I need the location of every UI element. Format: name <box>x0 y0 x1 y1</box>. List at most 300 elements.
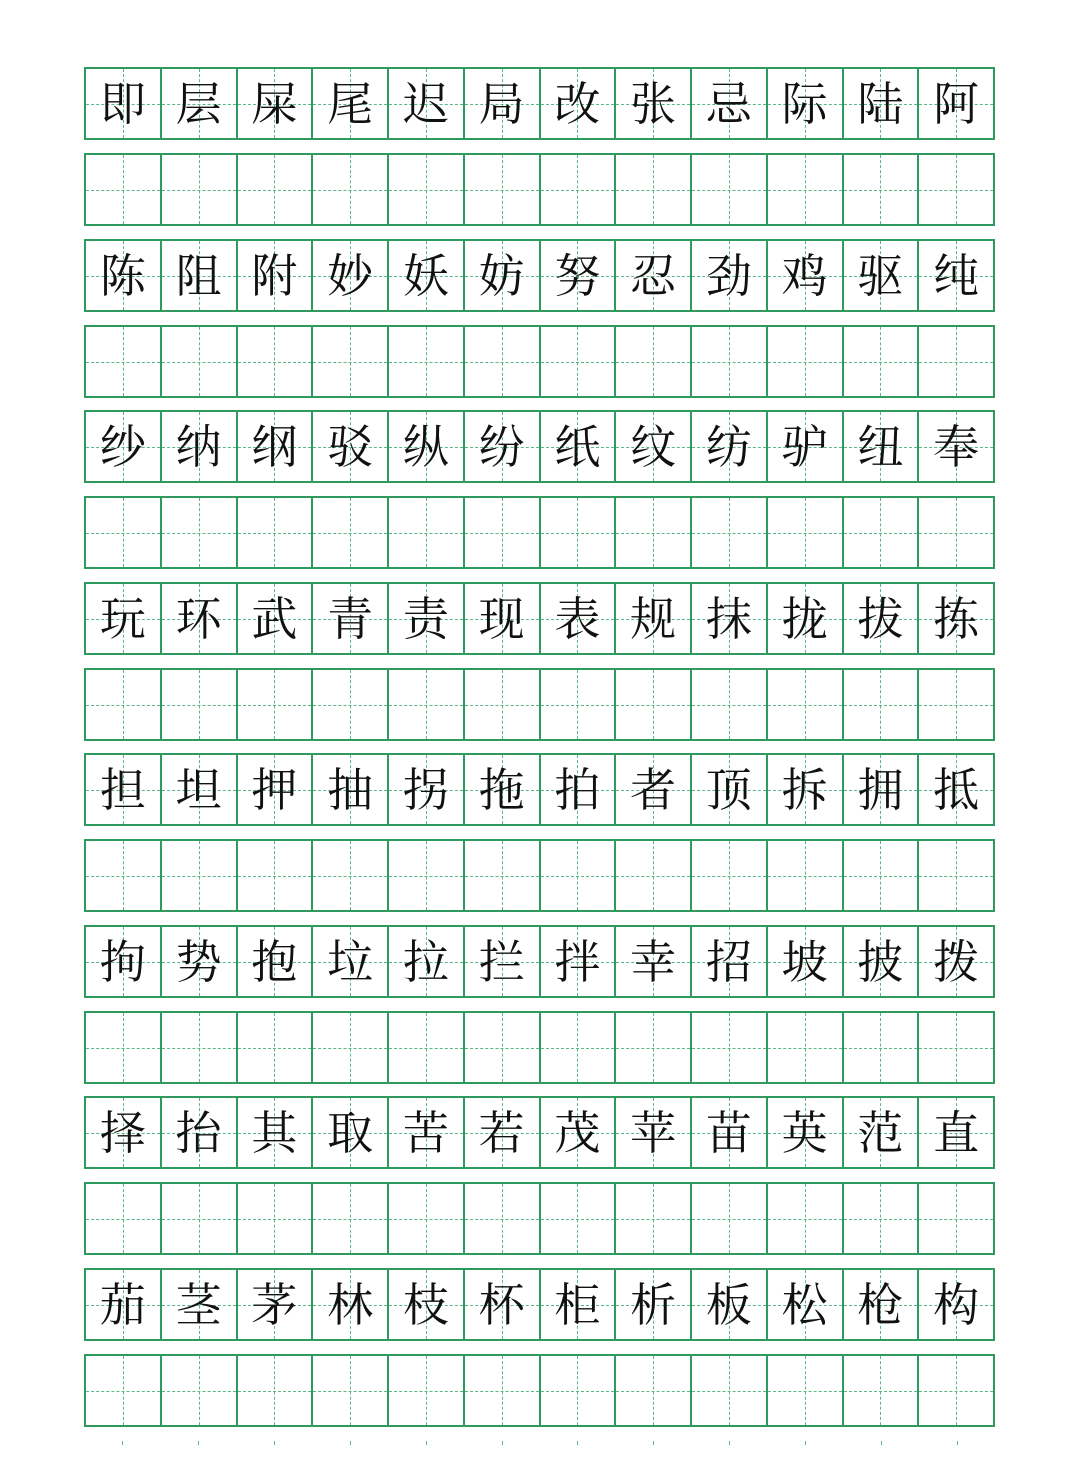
model-character: 析 <box>630 1277 677 1332</box>
character-row <box>84 1096 995 1169</box>
model-character: 环 <box>175 591 222 646</box>
grid-cell <box>162 1270 238 1339</box>
practice-cell[interactable] <box>313 1356 389 1425</box>
practice-cell[interactable] <box>313 155 389 224</box>
grid-cell <box>465 755 541 824</box>
grid-cell <box>919 1270 995 1339</box>
practice-cell[interactable] <box>162 841 238 910</box>
practice-cell[interactable] <box>162 670 238 739</box>
practice-cell[interactable] <box>238 670 314 739</box>
practice-row <box>84 1182 995 1255</box>
grid-cell <box>844 69 920 138</box>
grid-cell <box>389 755 465 824</box>
guide-tick <box>843 1441 919 1447</box>
practice-cell[interactable] <box>313 1013 389 1082</box>
practice-cell[interactable] <box>86 1184 162 1253</box>
practice-cell[interactable] <box>389 498 465 567</box>
practice-cell[interactable] <box>616 1184 692 1253</box>
model-character: 杯 <box>478 1277 525 1332</box>
grid-cell <box>238 584 314 653</box>
grid-cell <box>919 1098 995 1167</box>
model-character: 纱 <box>99 419 146 474</box>
practice-row <box>84 496 995 569</box>
practice-cell[interactable] <box>465 155 541 224</box>
grid-cell <box>919 241 995 310</box>
practice-cell[interactable] <box>919 327 995 396</box>
model-character: 张 <box>630 76 677 131</box>
grid-cell <box>238 241 314 310</box>
model-character: 押 <box>251 762 298 817</box>
model-character: 英 <box>781 1105 828 1160</box>
grid-cell <box>541 1098 617 1167</box>
practice-cell[interactable] <box>389 670 465 739</box>
grid-cell <box>86 412 162 481</box>
practice-cell[interactable] <box>692 498 768 567</box>
practice-cell[interactable] <box>313 670 389 739</box>
practice-cell[interactable] <box>919 155 995 224</box>
model-character: 抱 <box>251 934 298 989</box>
grid-cell <box>844 1270 920 1339</box>
grid-cell <box>541 584 617 653</box>
practice-cell[interactable] <box>313 498 389 567</box>
practice-cell[interactable] <box>692 1013 768 1082</box>
practice-cell[interactable] <box>844 841 920 910</box>
grid-cell <box>86 1270 162 1339</box>
practice-row <box>84 668 995 741</box>
practice-cell[interactable] <box>692 670 768 739</box>
model-character: 幸 <box>630 934 677 989</box>
grid-cell <box>162 1098 238 1167</box>
practice-cell[interactable] <box>313 841 389 910</box>
grid-cell <box>313 755 389 824</box>
practice-cell[interactable] <box>844 1013 920 1082</box>
grid-cell <box>768 1098 844 1167</box>
character-row <box>84 753 995 826</box>
grid-cell <box>162 412 238 481</box>
model-character: 板 <box>705 1277 752 1332</box>
model-character: 抹 <box>705 591 752 646</box>
grid-cell <box>692 241 768 310</box>
model-character: 枪 <box>857 1277 904 1332</box>
model-character: 附 <box>251 248 298 303</box>
model-character: 垃 <box>327 934 374 989</box>
model-character: 纷 <box>478 419 525 474</box>
grid-cell <box>238 755 314 824</box>
practice-cell[interactable] <box>692 841 768 910</box>
grid-cell <box>238 412 314 481</box>
model-character: 拢 <box>781 591 828 646</box>
grid-cell <box>238 69 314 138</box>
model-character: 拖 <box>478 762 525 817</box>
model-character: 苦 <box>402 1105 449 1160</box>
model-character: 拍 <box>554 762 601 817</box>
grid-cell <box>541 755 617 824</box>
grid-cell <box>768 412 844 481</box>
model-character: 纳 <box>175 419 222 474</box>
grid-cell <box>919 927 995 996</box>
model-character: 林 <box>327 1277 374 1332</box>
grid-cell <box>465 927 541 996</box>
practice-cell[interactable] <box>86 327 162 396</box>
grid-cell <box>86 755 162 824</box>
model-character: 枝 <box>402 1277 449 1332</box>
practice-cell[interactable] <box>86 841 162 910</box>
grid-cell <box>313 1098 389 1167</box>
grid-cell <box>313 412 389 481</box>
practice-cell[interactable] <box>238 841 314 910</box>
guide-tick <box>464 1441 540 1447</box>
model-character: 现 <box>478 591 525 646</box>
model-character: 驳 <box>327 419 374 474</box>
model-character: 拣 <box>933 591 980 646</box>
grid-cell <box>313 1270 389 1339</box>
practice-cell[interactable] <box>465 1013 541 1082</box>
grid-cell <box>465 69 541 138</box>
practice-cell[interactable] <box>465 1356 541 1425</box>
guide-tick <box>236 1441 312 1447</box>
practice-cell[interactable] <box>389 1356 465 1425</box>
practice-cell[interactable] <box>541 1356 617 1425</box>
practice-cell[interactable] <box>616 841 692 910</box>
practice-cell[interactable] <box>541 670 617 739</box>
model-character: 阻 <box>175 248 222 303</box>
practice-cell[interactable] <box>465 670 541 739</box>
model-character: 柜 <box>554 1277 601 1332</box>
grid-cell <box>465 241 541 310</box>
practice-cell[interactable] <box>768 1356 844 1425</box>
practice-cell[interactable] <box>616 155 692 224</box>
practice-cell[interactable] <box>465 327 541 396</box>
model-character: 拐 <box>402 762 449 817</box>
practice-cell[interactable] <box>541 155 617 224</box>
grid-cell <box>86 927 162 996</box>
grid-cell <box>389 412 465 481</box>
grid-cell <box>389 1098 465 1167</box>
model-character: 责 <box>402 591 449 646</box>
model-character: 纺 <box>705 419 752 474</box>
practice-cell[interactable] <box>86 498 162 567</box>
practice-cell[interactable] <box>616 670 692 739</box>
practice-cell[interactable] <box>238 498 314 567</box>
practice-cell[interactable] <box>541 1184 617 1253</box>
grid-cell <box>389 1270 465 1339</box>
model-character: 拘 <box>99 934 146 989</box>
practice-cell[interactable] <box>919 1356 995 1425</box>
model-character: 者 <box>630 762 677 817</box>
model-character: 奉 <box>933 419 980 474</box>
model-character: 范 <box>857 1105 904 1160</box>
grid-cell <box>465 412 541 481</box>
practice-cell[interactable] <box>238 1013 314 1082</box>
model-character: 妖 <box>402 248 449 303</box>
practice-cell[interactable] <box>162 1184 238 1253</box>
model-character: 纸 <box>554 419 601 474</box>
grid-cell <box>86 584 162 653</box>
practice-row <box>84 325 995 398</box>
grid-cell <box>238 1270 314 1339</box>
model-character: 层 <box>175 76 222 131</box>
grid-cell <box>162 584 238 653</box>
grid-cell <box>465 1270 541 1339</box>
grid-cell <box>919 69 995 138</box>
practice-cell[interactable] <box>768 498 844 567</box>
model-character: 纹 <box>630 419 677 474</box>
model-character: 拌 <box>554 934 601 989</box>
grid-cell <box>692 584 768 653</box>
practice-cell[interactable] <box>389 327 465 396</box>
practice-cell[interactable] <box>465 841 541 910</box>
model-character: 披 <box>857 934 904 989</box>
guide-tick <box>919 1441 995 1447</box>
practice-cell[interactable] <box>541 327 617 396</box>
model-character: 规 <box>630 591 677 646</box>
grid-cell <box>389 69 465 138</box>
grid-cell <box>541 927 617 996</box>
model-character: 拉 <box>402 934 449 989</box>
grid-cell <box>692 755 768 824</box>
character-row <box>84 410 995 483</box>
model-character: 表 <box>554 591 601 646</box>
grid-cell <box>844 584 920 653</box>
practice-row <box>84 839 995 912</box>
model-character: 际 <box>781 76 828 131</box>
practice-cell[interactable] <box>162 1013 238 1082</box>
model-character: 纲 <box>251 419 298 474</box>
model-character: 鸡 <box>781 248 828 303</box>
practice-cell[interactable] <box>86 1356 162 1425</box>
grid-cell <box>162 69 238 138</box>
practice-cell[interactable] <box>86 155 162 224</box>
grid-cell <box>541 1270 617 1339</box>
model-character: 忌 <box>705 76 752 131</box>
character-row <box>84 582 995 655</box>
guide-tick <box>540 1441 616 1447</box>
practice-cell[interactable] <box>692 155 768 224</box>
practice-cell[interactable] <box>768 670 844 739</box>
model-character: 茅 <box>251 1277 298 1332</box>
model-character: 茄 <box>99 1277 146 1332</box>
model-character: 纯 <box>933 248 980 303</box>
practice-cell[interactable] <box>541 1013 617 1082</box>
practice-cell[interactable] <box>238 155 314 224</box>
model-character: 抽 <box>327 762 374 817</box>
model-character: 尾 <box>327 76 374 131</box>
model-character: 抵 <box>933 762 980 817</box>
grid-cell <box>768 927 844 996</box>
guide-tick <box>691 1441 767 1447</box>
grid-cell <box>238 927 314 996</box>
grid-cell <box>844 927 920 996</box>
grid-cell <box>465 584 541 653</box>
model-character: 陈 <box>99 248 146 303</box>
grid-cell <box>692 927 768 996</box>
model-character: 苹 <box>630 1105 677 1160</box>
model-character: 拨 <box>933 934 980 989</box>
model-character: 茎 <box>175 1277 222 1332</box>
practice-cell[interactable] <box>86 670 162 739</box>
practice-cell[interactable] <box>919 1184 995 1253</box>
practice-cell[interactable] <box>844 498 920 567</box>
practice-cell[interactable] <box>768 327 844 396</box>
grid-cell <box>692 1098 768 1167</box>
grid-cell <box>768 241 844 310</box>
grid-cell <box>616 412 692 481</box>
grid-cell <box>768 755 844 824</box>
model-character: 构 <box>933 1277 980 1332</box>
model-character: 驴 <box>781 419 828 474</box>
practice-cell[interactable] <box>844 155 920 224</box>
model-character: 茂 <box>554 1105 601 1160</box>
practice-cell[interactable] <box>844 327 920 396</box>
model-character: 忍 <box>630 248 677 303</box>
practice-cell[interactable] <box>541 841 617 910</box>
practice-cell[interactable] <box>162 155 238 224</box>
practice-cell[interactable] <box>919 498 995 567</box>
model-character: 顶 <box>705 762 752 817</box>
grid-cell <box>389 584 465 653</box>
grid-cell <box>844 1098 920 1167</box>
model-character: 取 <box>327 1105 374 1160</box>
practice-cell[interactable] <box>692 1356 768 1425</box>
model-character: 纽 <box>857 419 904 474</box>
practice-cell[interactable] <box>616 327 692 396</box>
practice-cell[interactable] <box>389 1013 465 1082</box>
grid-cell <box>465 1098 541 1167</box>
practice-cell[interactable] <box>844 1184 920 1253</box>
practice-cell[interactable] <box>389 1184 465 1253</box>
guide-tick <box>615 1441 691 1447</box>
practice-cell[interactable] <box>692 327 768 396</box>
grid-cell <box>768 584 844 653</box>
model-character: 陆 <box>857 76 904 131</box>
character-row <box>84 1268 995 1341</box>
grid-cell <box>692 1270 768 1339</box>
model-character: 迟 <box>402 76 449 131</box>
practice-cell[interactable] <box>616 498 692 567</box>
grid-cell <box>162 241 238 310</box>
grid-cell <box>313 584 389 653</box>
practice-cell[interactable] <box>162 1356 238 1425</box>
practice-cell[interactable] <box>919 670 995 739</box>
practice-cell[interactable] <box>86 1013 162 1082</box>
practice-cell[interactable] <box>844 1356 920 1425</box>
grid-cell <box>313 69 389 138</box>
grid-cell <box>238 1098 314 1167</box>
practice-cell[interactable] <box>238 1184 314 1253</box>
grid-cell <box>389 241 465 310</box>
guide-tick <box>160 1441 236 1447</box>
practice-cell[interactable] <box>162 498 238 567</box>
guide-tick <box>767 1441 843 1447</box>
grid-cell <box>768 1270 844 1339</box>
grid-cell <box>541 69 617 138</box>
grid-cell <box>86 241 162 310</box>
model-character: 玩 <box>99 591 146 646</box>
practice-cell[interactable] <box>919 841 995 910</box>
practice-cell[interactable] <box>238 327 314 396</box>
model-character: 直 <box>933 1105 980 1160</box>
grid-cell <box>541 412 617 481</box>
practice-row <box>84 1354 995 1427</box>
practice-cell[interactable] <box>768 1184 844 1253</box>
practice-row <box>84 153 995 226</box>
grid-cell <box>692 69 768 138</box>
model-character: 其 <box>251 1105 298 1160</box>
practice-cell[interactable] <box>389 155 465 224</box>
grid-cell <box>692 412 768 481</box>
grid-cell <box>389 927 465 996</box>
character-row <box>84 239 995 312</box>
practice-cell[interactable] <box>313 327 389 396</box>
practice-cell[interactable] <box>541 498 617 567</box>
model-character: 苗 <box>705 1105 752 1160</box>
practice-cell[interactable] <box>768 155 844 224</box>
model-character: 纵 <box>402 419 449 474</box>
model-character: 势 <box>175 934 222 989</box>
grid-cell <box>616 927 692 996</box>
grid-cell <box>313 241 389 310</box>
practice-cell[interactable] <box>768 1013 844 1082</box>
practice-cell[interactable] <box>465 498 541 567</box>
model-character: 武 <box>251 591 298 646</box>
grid-cell <box>616 1098 692 1167</box>
model-character: 招 <box>705 934 752 989</box>
grid-cell <box>844 241 920 310</box>
grid-cell <box>86 1098 162 1167</box>
practice-cell[interactable] <box>616 1013 692 1082</box>
grid-cell <box>919 412 995 481</box>
model-character: 屎 <box>251 76 298 131</box>
model-character: 妙 <box>327 248 374 303</box>
guide-tick <box>84 1441 160 1447</box>
model-character: 局 <box>478 76 525 131</box>
practice-cell[interactable] <box>313 1184 389 1253</box>
practice-cell[interactable] <box>238 1356 314 1425</box>
model-character: 改 <box>554 76 601 131</box>
practice-cell[interactable] <box>389 841 465 910</box>
model-character: 担 <box>99 762 146 817</box>
guide-tick <box>312 1441 388 1447</box>
practice-cell[interactable] <box>692 1184 768 1253</box>
practice-cell[interactable] <box>844 670 920 739</box>
practice-cell[interactable] <box>768 841 844 910</box>
model-character: 努 <box>554 248 601 303</box>
model-character: 择 <box>99 1105 146 1160</box>
model-character: 青 <box>327 591 374 646</box>
grid-cell <box>541 241 617 310</box>
grid-cell <box>768 69 844 138</box>
practice-cell[interactable] <box>616 1356 692 1425</box>
model-character: 若 <box>478 1105 525 1160</box>
model-character: 拆 <box>781 762 828 817</box>
grid-cell <box>844 412 920 481</box>
bottom-guide-ticks <box>84 1441 995 1447</box>
grid-cell <box>313 927 389 996</box>
practice-cell[interactable] <box>162 327 238 396</box>
grid-cell <box>616 1270 692 1339</box>
model-character: 坦 <box>175 762 222 817</box>
grid-cell <box>616 584 692 653</box>
model-character: 拦 <box>478 934 525 989</box>
model-character: 阿 <box>933 76 980 131</box>
practice-row <box>84 1011 995 1084</box>
practice-cell[interactable] <box>919 1013 995 1082</box>
grid-cell <box>919 755 995 824</box>
grid-cell <box>844 755 920 824</box>
grid-cell <box>162 755 238 824</box>
practice-cell[interactable] <box>465 1184 541 1253</box>
grid-cell <box>919 584 995 653</box>
